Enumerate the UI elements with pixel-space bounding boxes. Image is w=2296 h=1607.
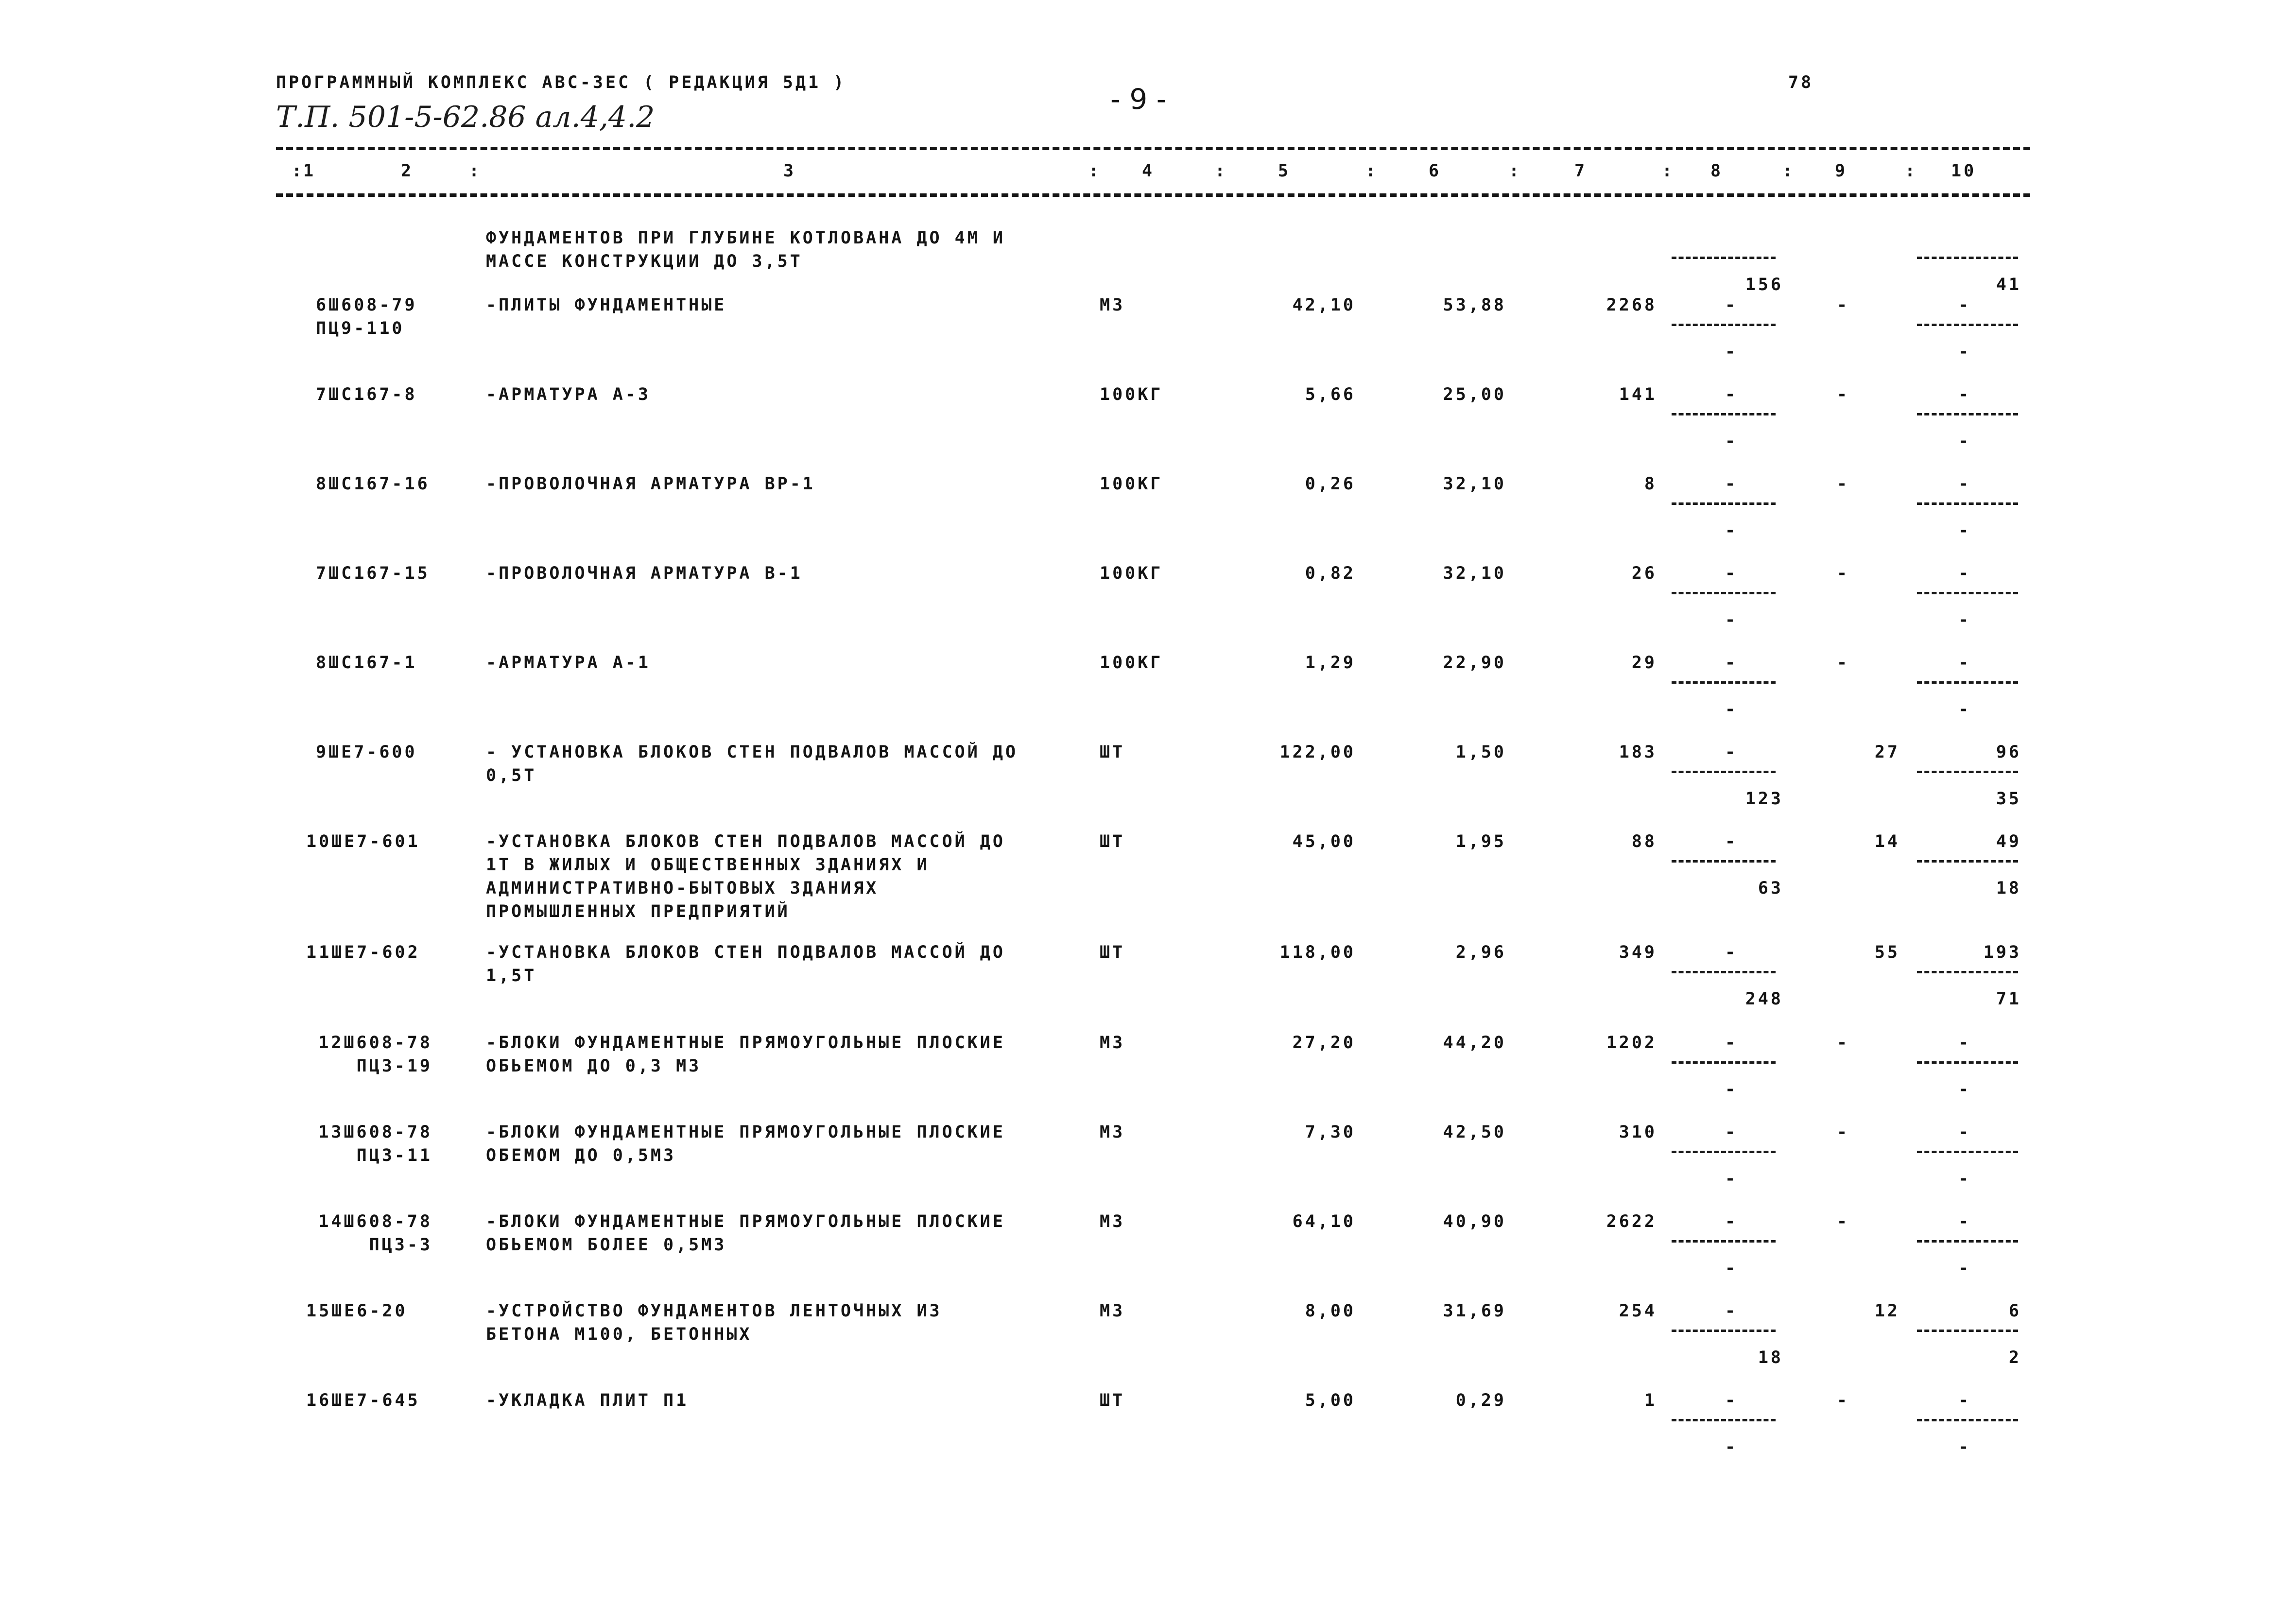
column-number: 7 bbox=[1574, 161, 1588, 181]
row-unit: М3 bbox=[1100, 1212, 1125, 1231]
row-col8-top: - bbox=[1725, 1212, 1738, 1231]
row-col7: 141 bbox=[1619, 385, 1657, 404]
row-unit: 100КГ bbox=[1100, 385, 1163, 404]
row-col9: - bbox=[1837, 1033, 1850, 1053]
row-col7: 183 bbox=[1619, 743, 1657, 762]
row-col8-top: - bbox=[1725, 943, 1738, 962]
section-c8-value: 156 bbox=[1745, 275, 1783, 294]
column-number: 1 bbox=[303, 161, 316, 181]
row-col8-top: - bbox=[1725, 385, 1738, 404]
row-col5: 64,10 bbox=[1292, 1212, 1356, 1231]
row-col8-top: - bbox=[1725, 474, 1738, 494]
row-col9: - bbox=[1837, 1391, 1850, 1410]
row-col10-top: - bbox=[1958, 1123, 1971, 1142]
row-unit: М3 bbox=[1100, 1301, 1125, 1321]
row-name: -УСТАНОВКА БЛОКОВ СТЕН ПОДВАЛОВ МАССОЙ ДО 1,5Т bbox=[486, 943, 1005, 985]
row-code: 14Ш608-78 ПЦ3-3 bbox=[318, 1212, 432, 1255]
row-code: 7ШС167-8 bbox=[316, 385, 417, 404]
row-col5: 0,82 bbox=[1305, 564, 1356, 583]
row-col9: - bbox=[1837, 474, 1850, 494]
row-col6: 31,69 bbox=[1443, 1301, 1506, 1321]
row-unit: 100КГ bbox=[1100, 474, 1163, 494]
row-col5: 42,10 bbox=[1292, 295, 1356, 315]
row-code: 8ШС167-1 bbox=[316, 653, 417, 673]
table-row bbox=[0, 651, 2296, 724]
row-col5: 122,00 bbox=[1279, 743, 1356, 762]
row-col9: 55 bbox=[1874, 943, 1900, 962]
table-row bbox=[0, 1210, 2296, 1283]
row-unit: 100КГ bbox=[1100, 653, 1163, 673]
row-col6: 44,20 bbox=[1443, 1033, 1506, 1053]
row-col10-top: - bbox=[1958, 295, 1971, 315]
row-col7: 88 bbox=[1631, 832, 1657, 851]
row-col10-top: - bbox=[1958, 385, 1971, 404]
table-row bbox=[0, 562, 2296, 635]
row-col10-bottom: 71 bbox=[1996, 989, 2021, 1009]
section-heading bbox=[0, 226, 2296, 299]
row-unit: ШТ bbox=[1100, 832, 1125, 851]
row-col8-bottom: 123 bbox=[1745, 789, 1783, 809]
row-col10-bottom: - bbox=[1958, 342, 1971, 362]
row-col8-top: - bbox=[1725, 832, 1738, 851]
row-code: 8ШС167-16 bbox=[316, 474, 430, 494]
row-col9: 14 bbox=[1874, 832, 1900, 851]
column-number: 6 bbox=[1429, 161, 1442, 181]
row-col7: 310 bbox=[1619, 1123, 1657, 1142]
table-row bbox=[0, 1031, 2296, 1104]
row-col9: - bbox=[1837, 385, 1850, 404]
row-col5: 118,00 bbox=[1279, 943, 1356, 962]
row-col10-bottom: - bbox=[1958, 1169, 1971, 1189]
row-col10-top: - bbox=[1958, 1212, 1971, 1231]
row-col10-top: - bbox=[1958, 474, 1971, 494]
row-col6: 32,10 bbox=[1443, 564, 1506, 583]
row-col6: 1,95 bbox=[1455, 832, 1506, 851]
row-col10-top: - bbox=[1958, 653, 1971, 673]
row-col8-bottom: 18 bbox=[1758, 1348, 1783, 1367]
row-code: 7ШС167-15 bbox=[316, 564, 430, 583]
row-col8-top: - bbox=[1725, 564, 1738, 583]
program-header: ПРОГРАММНЫЙ КОМПЛЕКС АВС-ЗЕС ( РЕДАКЦИЯ 5Д1 ) bbox=[276, 73, 846, 92]
row-col8-bottom: 248 bbox=[1745, 989, 1783, 1009]
row-col7: 1202 bbox=[1606, 1033, 1657, 1053]
row-col8-bottom: - bbox=[1725, 610, 1738, 630]
row-col7: 254 bbox=[1619, 1301, 1657, 1321]
row-col10-top: - bbox=[1958, 564, 1971, 583]
row-col9: - bbox=[1837, 1212, 1850, 1231]
row-name: -УСТАНОВКА БЛОКОВ СТЕН ПОДВАЛОВ МАССОЙ ДО 1Т В ЖИЛЫХ И ОБЩЕСТВЕННЫХ ЗДАНИЯХ И АДМИНИСТРАТИВНО-БЫТОВЫХ ЗДАНИЯХ ПРОМЫШЛЕННЫХ ПРЕДПРИЯТИЙ bbox=[486, 832, 1005, 921]
row-col8-bottom: - bbox=[1725, 1169, 1738, 1189]
table-row bbox=[0, 1121, 2296, 1193]
row-code: 9ШЕ7-600 bbox=[316, 743, 417, 762]
row-col8-bottom: - bbox=[1725, 1259, 1738, 1278]
row-name: -АРМАТУРА А-3 bbox=[486, 385, 651, 404]
header-rule bbox=[276, 193, 2030, 197]
table-row bbox=[0, 472, 2296, 545]
table-row bbox=[0, 383, 2296, 456]
row-col6: 0,29 bbox=[1455, 1391, 1506, 1410]
row-col8-bottom: - bbox=[1725, 521, 1738, 540]
row-unit: ШТ bbox=[1100, 1391, 1125, 1410]
row-col6: 40,90 bbox=[1443, 1212, 1506, 1231]
row-col5: 5,00 bbox=[1305, 1391, 1356, 1410]
row-col7: 349 bbox=[1619, 943, 1657, 962]
row-col10-top: 193 bbox=[1983, 943, 2021, 962]
column-number: 4 bbox=[1142, 161, 1155, 181]
row-name: -БЛОКИ ФУНДАМЕНТНЫЕ ПРЯМОУГОЛЬНЫЕ ПЛОСКИЕ ОБЬЕМОМ ДО 0,3 М3 bbox=[486, 1033, 1005, 1076]
row-code: 12Ш608-78 ПЦ3-19 bbox=[318, 1033, 432, 1076]
row-col7: 2268 bbox=[1606, 295, 1657, 315]
row-code: 16ШЕ7-645 bbox=[306, 1391, 420, 1410]
table-row bbox=[0, 1299, 2296, 1372]
row-col5: 8,00 bbox=[1305, 1301, 1356, 1321]
row-col10-bottom: - bbox=[1958, 521, 1971, 540]
row-unit: М3 bbox=[1100, 1123, 1125, 1142]
table-row bbox=[0, 830, 2296, 927]
row-code: 10ШЕ7-601 bbox=[306, 832, 420, 851]
row-code: 13Ш608-78 ПЦ3-11 bbox=[318, 1123, 432, 1165]
row-col5: 0,26 bbox=[1305, 474, 1356, 494]
row-col10-top: - bbox=[1958, 1033, 1971, 1053]
row-name: -БЛОКИ ФУНДАМЕНТНЫЕ ПРЯМОУГОЛЬНЫЕ ПЛОСКИЕ ОБЕМОМ ДО 0,5М3 bbox=[486, 1123, 1005, 1165]
row-col10-bottom: 2 bbox=[2008, 1348, 2021, 1367]
column-number: 10 bbox=[1951, 161, 1977, 181]
row-col10-top: 49 bbox=[1996, 832, 2021, 851]
row-col10-bottom: - bbox=[1958, 432, 1971, 451]
row-col5: 5,66 bbox=[1305, 385, 1356, 404]
row-col8-top: - bbox=[1725, 653, 1738, 673]
row-col8-bottom: - bbox=[1725, 432, 1738, 451]
row-col6: 32,10 bbox=[1443, 474, 1506, 494]
row-code: 15ШЕ6-20 bbox=[306, 1301, 408, 1321]
row-unit: М3 bbox=[1100, 1033, 1125, 1053]
row-col6: 25,00 bbox=[1443, 385, 1506, 404]
row-name: -ПРОВОЛОЧНАЯ АРМАТУРА В-1 bbox=[486, 564, 803, 583]
row-col10-bottom: - bbox=[1958, 1259, 1971, 1278]
row-col7: 1 bbox=[1644, 1391, 1657, 1410]
handwritten-project-number: Т.П. 501-5-62.86 ал.4,4.2 bbox=[276, 100, 655, 134]
table-row bbox=[0, 294, 2296, 366]
row-col9: - bbox=[1837, 564, 1850, 583]
row-col10-bottom: - bbox=[1958, 1080, 1971, 1099]
row-unit: ШТ bbox=[1100, 743, 1125, 762]
row-col8-bottom: - bbox=[1725, 700, 1738, 719]
row-col7: 29 bbox=[1631, 653, 1657, 673]
sheet-number: 78 bbox=[1788, 73, 1814, 92]
row-col9: - bbox=[1837, 1123, 1850, 1142]
row-col6: 42,50 bbox=[1443, 1123, 1506, 1142]
row-col6: 1,50 bbox=[1455, 743, 1506, 762]
row-col10-top: 6 bbox=[2008, 1301, 2021, 1321]
row-col10-bottom: 35 bbox=[1996, 789, 2021, 809]
row-name: -ПЛИТЫ ФУНДАМЕНТНЫЕ bbox=[486, 295, 727, 315]
row-col7: 26 bbox=[1631, 564, 1657, 583]
row-col6: 2,96 bbox=[1455, 943, 1506, 962]
row-name: - УСТАНОВКА БЛОКОВ СТЕН ПОДВАЛОВ МАССОЙ ДО 0,5Т bbox=[486, 743, 1019, 785]
row-col8-top: - bbox=[1725, 743, 1738, 762]
row-col10-bottom: - bbox=[1958, 610, 1971, 630]
row-unit: М3 bbox=[1100, 295, 1125, 315]
row-col10-top: 96 bbox=[1996, 743, 2021, 762]
row-name: -БЛОКИ ФУНДАМЕНТНЫЕ ПРЯМОУГОЛЬНЫЕ ПЛОСКИЕ ОБЬЕМОМ БОЛЕЕ 0,5М3 bbox=[486, 1212, 1005, 1255]
row-col5: 45,00 bbox=[1292, 832, 1356, 851]
row-unit: ШТ bbox=[1100, 943, 1125, 962]
table-row bbox=[0, 941, 2296, 1014]
row-col8-bottom: - bbox=[1725, 342, 1738, 362]
row-col5: 7,30 bbox=[1305, 1123, 1356, 1142]
row-col8-bottom: - bbox=[1725, 1437, 1738, 1457]
row-col7: 2622 bbox=[1606, 1212, 1657, 1231]
row-name: -ПРОВОЛОЧНАЯ АРМАТУРА ВР-1 bbox=[486, 474, 815, 494]
section-title: ФУНДАМЕНТОВ ПРИ ГЛУБИНЕ КОТЛОВАНА ДО 4М И МАССЕ КОНСТРУКЦИИ ДО 3,5Т bbox=[486, 228, 1005, 271]
row-col10-top: - bbox=[1958, 1391, 1971, 1410]
row-col10-bottom: 18 bbox=[1996, 879, 2021, 898]
row-col8-top: - bbox=[1725, 1123, 1738, 1142]
row-col8-top: - bbox=[1725, 1391, 1738, 1410]
row-col9: - bbox=[1837, 295, 1850, 315]
section-c10-value: 41 bbox=[1996, 275, 2021, 294]
row-name: -АРМАТУРА А-1 bbox=[486, 653, 651, 673]
row-col9: 12 bbox=[1874, 1301, 1900, 1321]
column-number: 9 bbox=[1835, 161, 1848, 181]
row-col7: 8 bbox=[1644, 474, 1657, 494]
row-col5: 1,29 bbox=[1305, 653, 1356, 673]
column-number: 5 bbox=[1278, 161, 1291, 181]
row-col10-bottom: - bbox=[1958, 1437, 1971, 1457]
row-col9: - bbox=[1837, 653, 1850, 673]
row-col10-bottom: - bbox=[1958, 700, 1971, 719]
row-name: -УСТРОЙСТВО ФУНДАМЕНТОВ ЛЕНТОЧНЫХ ИЗ БЕТОНА М100, БЕТОННЫХ bbox=[486, 1301, 942, 1344]
column-number: 2 bbox=[401, 161, 414, 181]
row-col8-top: - bbox=[1725, 1301, 1738, 1321]
page-number: - 9 - bbox=[1110, 83, 1167, 116]
column-number: 3 bbox=[783, 161, 796, 181]
row-col6: 53,88 bbox=[1443, 295, 1506, 315]
row-col9: 27 bbox=[1874, 743, 1900, 762]
table-row bbox=[0, 741, 2296, 813]
row-code: 6Ш608-79 ПЦ9-110 bbox=[316, 295, 417, 338]
row-col8-bottom: - bbox=[1725, 1080, 1738, 1099]
row-col8-top: - bbox=[1725, 295, 1738, 315]
top-rule bbox=[276, 147, 2030, 150]
row-col8-bottom: 63 bbox=[1758, 879, 1783, 898]
row-unit: 100КГ bbox=[1100, 564, 1163, 583]
column-number: 8 bbox=[1710, 161, 1724, 181]
row-code: 11ШЕ7-602 bbox=[306, 943, 420, 962]
row-col6: 22,90 bbox=[1443, 653, 1506, 673]
row-col5: 27,20 bbox=[1292, 1033, 1356, 1053]
row-col8-top: - bbox=[1725, 1033, 1738, 1053]
table-row bbox=[0, 1389, 2296, 1462]
row-name: -УКЛАДКА ПЛИТ П1 bbox=[486, 1391, 689, 1410]
